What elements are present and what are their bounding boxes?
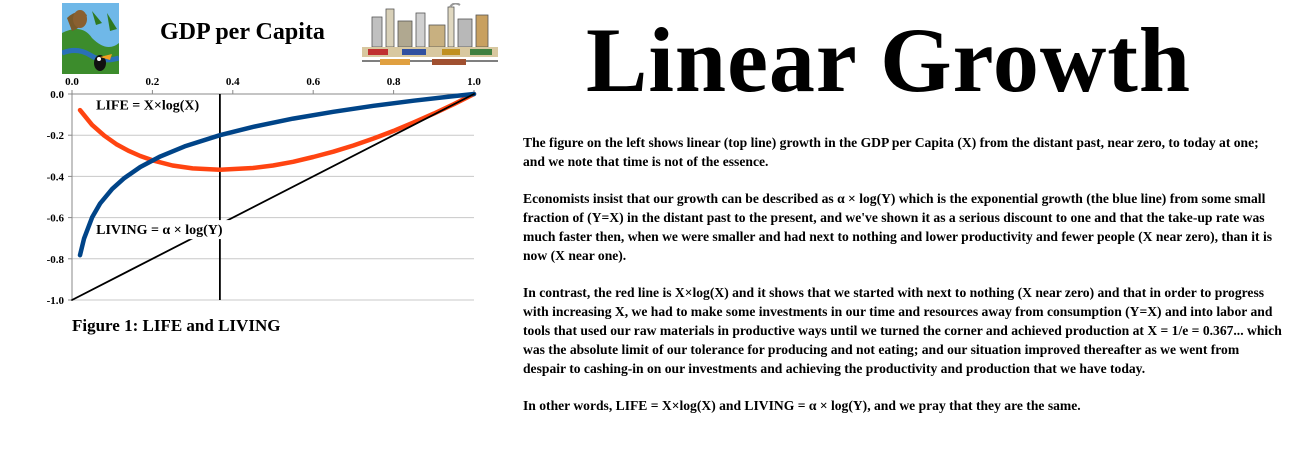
y-tick-label: -0.4 — [46, 171, 64, 184]
gdp-chart — [0, 0, 500, 320]
x-tick-label: 0.2 — [145, 76, 160, 88]
paragraph-3: In contrast, the red line is X×log(X) and it shows that we started with next to nothing (X near zero) and that in order to progress with increasing X, we had to make some investments in our time and resources away from consumption (Y=X) and into labor and tools that used our raw materials in productive ways until we turned the corner and achieved production at X = 1/e = 0.367... which was the absolute limit of our tolerance for producing and not eating; and our situation improved thereafter as we went from despair to cashing-in on our investments and achieving the productivity and production that we have today. — [523, 285, 1282, 376]
paragraph-4: In other words, LIFE = X×log(X) and LIVING = α × log(Y), and we pray that they are the same. — [523, 398, 1081, 413]
paragraph-1: The figure on the left shows linear (top line) growth in the GDP per Capita (X) from the distant past, near zero, to today at one; and we note that time is not of the essence. — [523, 135, 1259, 169]
figure-caption: Figure 1: LIFE and LIVING — [72, 316, 281, 335]
x-tick-label: 0.4 — [225, 76, 240, 88]
y-tick-label: -0.2 — [46, 130, 64, 143]
y-tick-label: -0.6 — [46, 212, 64, 225]
y-tick-label: 0.0 — [50, 89, 64, 101]
chart-series — [72, 94, 474, 300]
living-annotation: LIVING = α × log(Y) — [96, 223, 223, 239]
text-body — [523, 133, 1283, 433]
x-tick-label: 0.8 — [386, 76, 401, 88]
y-tick-label: -1.0 — [46, 295, 64, 307]
y-tick-label: -0.8 — [46, 253, 64, 266]
chart-title: GDP per Capita — [160, 19, 325, 45]
x-tick-label: 1.0 — [467, 76, 481, 88]
x-tick-label: 0.6 — [306, 76, 321, 88]
x-tick-label: 0.0 — [65, 76, 79, 88]
main-title: Linear Growth — [586, 9, 1192, 111]
life-annotation: LIFE = X×log(X) — [96, 98, 200, 114]
paragraph-2: Economists insist that our growth can be described as α × log(Y) which is the exponential growth (the blue line) from some small fraction of (Y=X) in the distant past to the present, and we've shown it as a serious discount to one and that the take-up rate was much faster then, when we were smaller and had next to nothing and lower productivity and fewer people (X near zero), than it is now (X near one). — [523, 191, 1273, 263]
